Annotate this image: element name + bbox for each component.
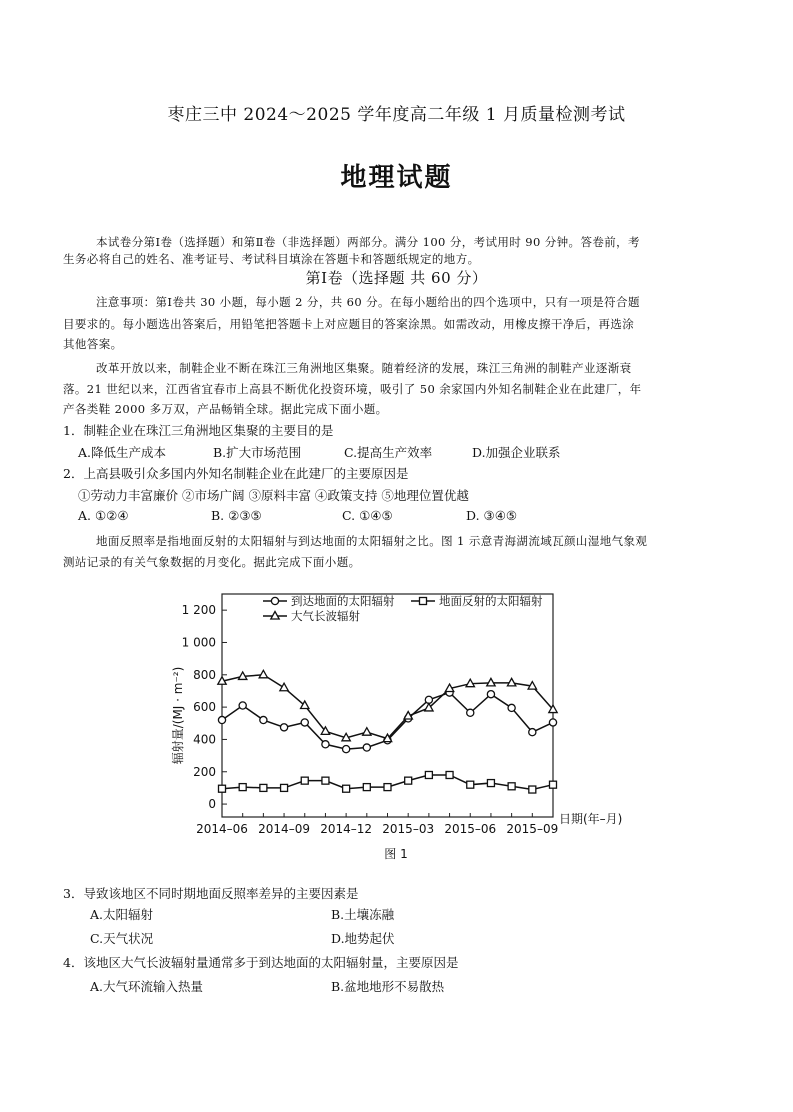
x-tick-label: 2015–06 bbox=[444, 822, 497, 836]
series-2-point bbox=[260, 784, 267, 791]
notice-line-2: 目要求的。每小题选出答案后，用铅笔把答题卡上对应题目的答案涂黑。如需改动，用橡皮擦干净后，再选涂 bbox=[63, 317, 635, 331]
q3-stem: 3．导致该地区不同时期地面反照率差异的主要因素是 bbox=[63, 886, 359, 901]
q4-stem: 4．该地区大气长波辐射量通常多于到达地面的太阳辐射量，主要原因是 bbox=[63, 955, 459, 970]
q2-option-d[interactable]: D. ③④⑤ bbox=[466, 508, 518, 523]
notice-line-3: 其他答案。 bbox=[63, 337, 123, 351]
series-2-point bbox=[322, 777, 329, 784]
series-1-point bbox=[363, 744, 370, 751]
q1-option-d[interactable]: D.加强企业联系 bbox=[472, 445, 561, 460]
exam-title: 枣庄三中 2024～2025 学年度高二年级 1 月质量检测考试 bbox=[167, 105, 626, 125]
intro-line-2: 生务必将自己的姓名、准考证号、考试科目填涂在答题卡和答题纸规定的地方。 bbox=[63, 252, 480, 266]
q4-option-b[interactable]: B.盆地地形不易散热 bbox=[331, 979, 445, 994]
series-1-point bbox=[218, 716, 225, 723]
series-2-point bbox=[446, 771, 453, 778]
legend-label: 地面反射的太阳辐射 bbox=[439, 594, 543, 608]
series-2-point bbox=[529, 786, 536, 793]
x-tick-label: 2014–06 bbox=[196, 822, 248, 836]
series-2-point bbox=[467, 781, 474, 788]
x-tick-label: 2015–09 bbox=[506, 822, 559, 836]
series-1-point bbox=[322, 741, 329, 748]
series-2-point bbox=[219, 785, 226, 792]
series-2-point bbox=[550, 781, 557, 788]
series-3-point bbox=[259, 670, 267, 678]
material2-line-1: 地面反照率是指地面反射的太阳辐射与到达地面的太阳辐射之比。图 1 示意青海湖流域瓦颜山湿地气象观 bbox=[96, 534, 648, 548]
series-1-point bbox=[301, 719, 308, 726]
q4-option-a[interactable]: A.大气环流输入热量 bbox=[90, 979, 204, 994]
y-tick-label: 400 bbox=[193, 732, 216, 747]
legend-marker bbox=[420, 598, 427, 605]
series-1-point bbox=[343, 746, 350, 753]
legend-label: 到达地面的太阳辐射 bbox=[291, 594, 395, 608]
x-tick-label: 2015–03 bbox=[382, 822, 435, 836]
material1-line-1: 改革开放以来，制鞋企业不断在珠江三角洲地区集聚。随着经济的发展，珠江三角洲的制鞋产业逐渐衰 bbox=[96, 361, 632, 375]
series-3-point bbox=[363, 728, 371, 736]
q3-option-a[interactable]: A.太阳辐射 bbox=[90, 907, 154, 922]
series-1-point bbox=[487, 691, 494, 698]
series-2-point bbox=[239, 784, 246, 791]
q3-option-b[interactable]: B.土壤冻融 bbox=[331, 907, 395, 922]
section-title: 第Ⅰ卷（选择题 共 60 分） bbox=[305, 269, 488, 287]
y-tick-label: 1 200 bbox=[181, 603, 216, 618]
y-tick-label: 800 bbox=[193, 667, 216, 682]
q2-option-a[interactable]: A. ①②④ bbox=[78, 508, 129, 523]
series-2-point bbox=[508, 783, 515, 790]
q1-option-b[interactable]: B.扩大市场范围 bbox=[213, 445, 302, 460]
y-tick-label: 1 000 bbox=[181, 635, 216, 650]
intro-line-1: 本试卷分第Ⅰ卷（选择题）和第Ⅱ卷（非选择题）两部分。满分 100 分，考试用时 90 分钟。答卷前，考 bbox=[96, 235, 640, 249]
series-1-point bbox=[260, 716, 267, 723]
series-2-point bbox=[405, 777, 412, 784]
series-3-point bbox=[280, 683, 288, 691]
subject-title: 地理试题 bbox=[340, 163, 453, 193]
q2-option-c[interactable]: C. ①④⑤ bbox=[342, 508, 393, 523]
legend-label: 大气长波辐射 bbox=[291, 609, 360, 623]
series-2-point bbox=[425, 771, 432, 778]
y-tick-label: 200 bbox=[193, 764, 216, 779]
q2-option-b[interactable]: B. ②③⑤ bbox=[211, 508, 262, 523]
y-tick-label: 0 bbox=[208, 797, 216, 812]
series-2-point bbox=[281, 784, 288, 791]
x-tick-label: 2014–12 bbox=[320, 822, 373, 836]
legend-marker bbox=[271, 612, 279, 620]
series-1-point bbox=[508, 704, 515, 711]
y-axis-label: 辐射量/(MJ · m⁻²) bbox=[171, 666, 185, 765]
series-2-point bbox=[363, 784, 370, 791]
x-axis-label: 日期(年–月) bbox=[559, 812, 623, 826]
series-1-point bbox=[239, 702, 246, 709]
series-2-point bbox=[384, 784, 391, 791]
series-line-3 bbox=[222, 675, 553, 739]
q3-option-d[interactable]: D.地势起伏 bbox=[331, 931, 395, 946]
material1-line-3: 产各类鞋 2000 多万双，产品畅销全球。据此完成下面小题。 bbox=[63, 402, 388, 416]
series-2-point bbox=[343, 785, 350, 792]
series-1-point bbox=[467, 709, 474, 716]
series-2-point bbox=[301, 777, 308, 784]
series-1-point bbox=[529, 729, 536, 736]
q3-option-c[interactable]: C.天气状况 bbox=[90, 931, 154, 946]
legend-marker bbox=[271, 597, 278, 604]
q2-items: ①劳动力丰富廉价 ②市场广阔 ③原料丰富 ④政策支持 ⑤地理位置优越 bbox=[78, 488, 469, 503]
x-tick-label: 2014–09 bbox=[258, 822, 310, 836]
q2-stem: 2．上高县吸引众多国内外知名制鞋企业在此建厂的主要原因是 bbox=[63, 466, 409, 481]
material1-line-2: 落。21 世纪以来，江西省宜春市上高县不断优化投资环境，吸引了 50 余家国内外知名制鞋企业在此建厂，年 bbox=[63, 382, 642, 396]
y-tick-label: 600 bbox=[193, 700, 216, 715]
series-1-point bbox=[280, 724, 287, 731]
figure-caption: 图 1 bbox=[384, 847, 408, 861]
q1-option-a[interactable]: A.降低生产成本 bbox=[78, 445, 167, 460]
series-1-point bbox=[549, 719, 556, 726]
q1-stem: 1．制鞋企业在珠江三角洲地区集聚的主要目的是 bbox=[63, 423, 334, 438]
series-2-point bbox=[487, 780, 494, 787]
notice-line-1: 注意事项：第Ⅰ卷共 30 小题，每小题 2 分，共 60 分。在每小题给出的四个选项中，只有一项是符合题 bbox=[96, 295, 640, 309]
q1-option-c[interactable]: C.提高生产效率 bbox=[344, 445, 433, 460]
material2-line-2: 测站记录的有关气象数据的月变化。据此完成下面小题。 bbox=[63, 555, 361, 569]
